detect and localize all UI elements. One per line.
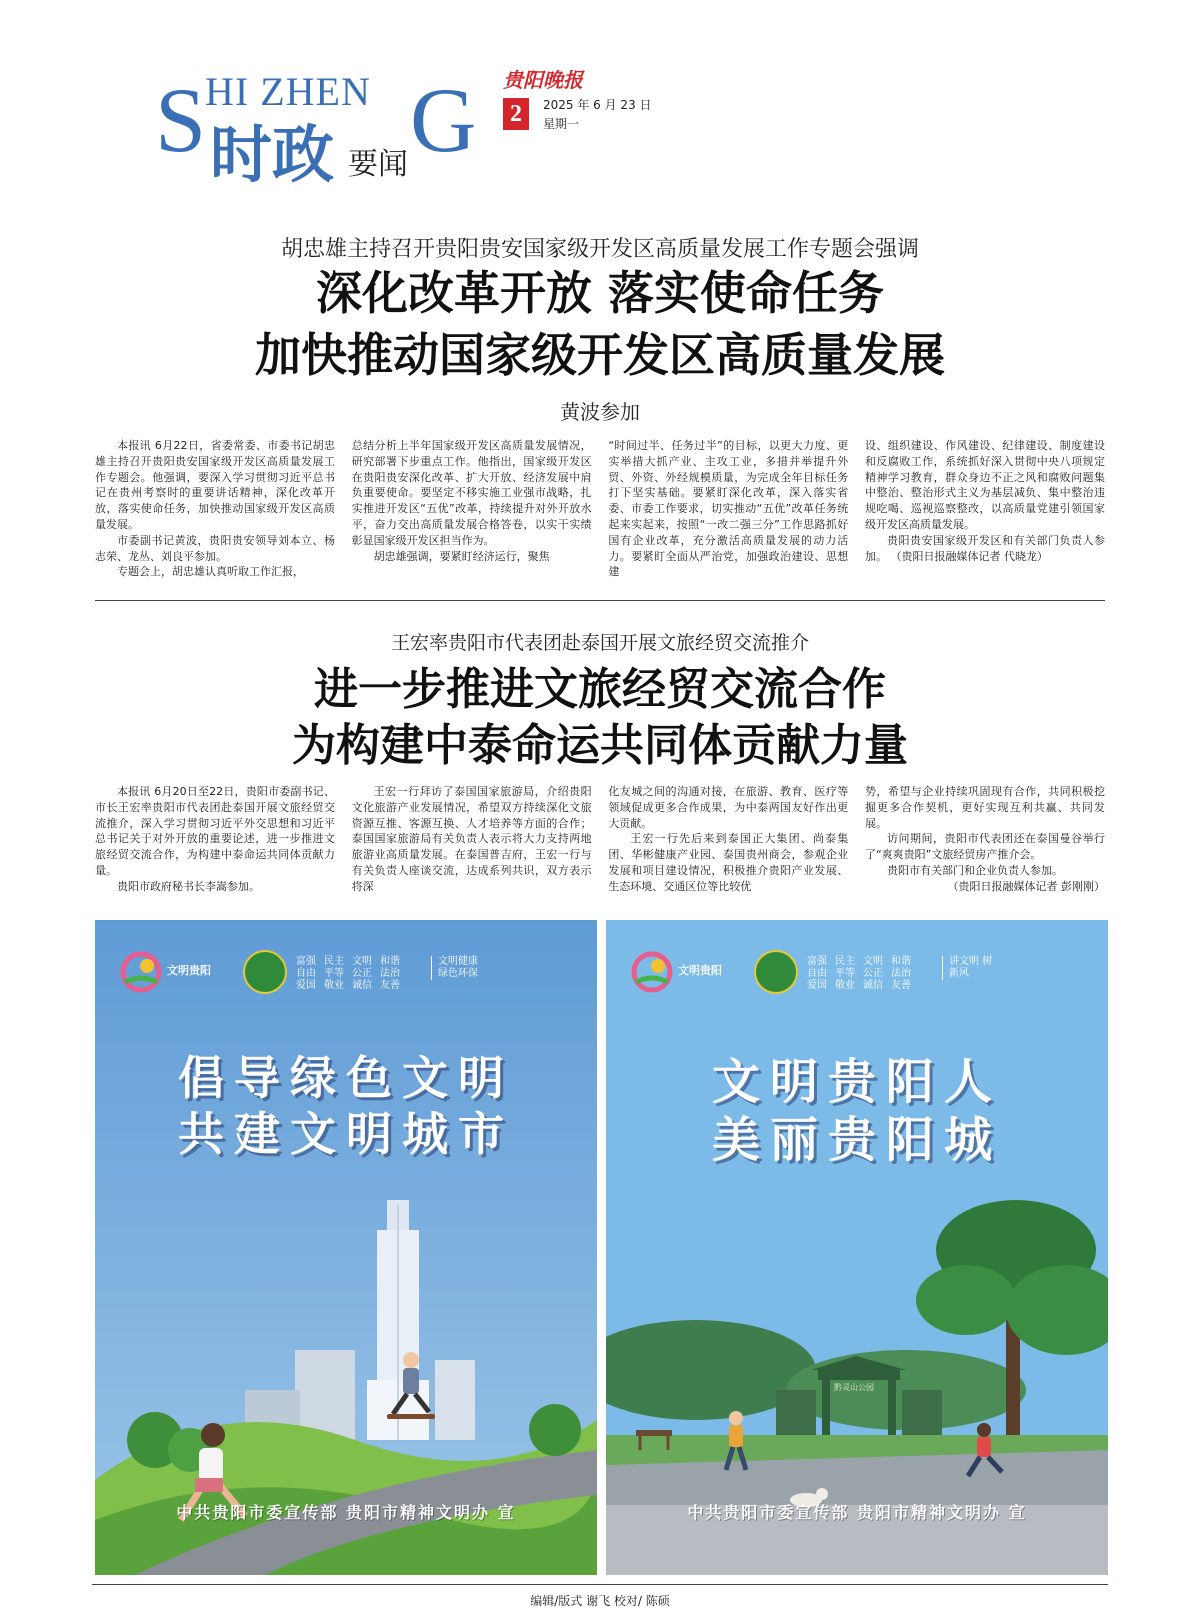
masthead-letter-g: G <box>410 69 477 171</box>
poster-title-line2: 共建文明城市 <box>178 1107 514 1161</box>
core-values <box>295 956 401 992</box>
article2-column-1 <box>95 784 335 906</box>
poster-green-civilization <box>95 920 597 1575</box>
editor-credits: 编辑/版式 谢飞 校对/ 陈硕 <box>530 1594 670 1608</box>
article2-paragraph: 化友城之间的沟通对接，在旅游、教育、医疗等领域促成更多合作成果，为中泰两国友好作出更大贡献。 <box>608 785 849 830</box>
poster-logo-text: 文明贵阳 <box>167 964 211 977</box>
article1-column-3 <box>608 438 848 588</box>
article2-headline-line1: 进一步推进文旅经贸交流合作 <box>314 664 886 715</box>
poster-issuer: 中共贵阳市委宣传部 贵阳市精神文明办 宣 <box>687 1503 1027 1522</box>
article1-paragraph: “时间过半、任务过半”的目标，以更大力度、更实举措大抓产业、主攻工业，多措并举提升外贸、外资、外经规模质量，为完成全年目标任务打下坚实基础。要紧盯深化改革，深入落实省委、市委工作要求，切实推动“五优”改革任务统起来实起来，按照“一改二强三分”工作思路抓好国有企业改革，充分激活高质量发展的动力活力。要紧盯全面从严治党，加强政治建设、思想建 <box>608 439 849 579</box>
article1-headline-line2: 加快推动国家级开发区高质量发展 <box>255 328 945 382</box>
core-value-group: 和谐 法治 友善 <box>891 956 911 991</box>
article1-paragraph: 本报讯 6月22日，省委常委、市委书记胡忠雄主持召开贵阳贵安国家级开发区高质量发展工作专题会。他强调，要深入学习贯彻习近平总书记在贵州考察时的重要讲话精神，深化改革开放，落实使命任务，加快推动国家级开发区高质量发展。 <box>95 439 335 531</box>
poster-title-line2: 美丽贵阳城 <box>711 1112 1002 1168</box>
article1-column-2 <box>352 438 592 588</box>
core-value-group: 和谐 法治 友善 <box>380 956 400 991</box>
article1-closing: 贵阳贵安国家级开发区和有关部门负责人参加。 <box>864 533 1105 563</box>
article2-paragraph: 势，希望与企业持续巩固现有合作，共同积极挖掘更多合作契机，更好实现互利共赢、共同发展。 <box>864 785 1105 830</box>
article2-paragraph: 王宏一行先后来到泰国正大集团、尚泰集团、华彬健康产业园、泰国贵州商会，参观企业发展和项目建设情况，积极推介贵阳产业发展、生态环境、交通区位等比较优 <box>608 832 849 893</box>
core-value-group: 富强 自由 爱国 <box>296 956 316 991</box>
article2-body <box>95 784 1105 906</box>
article2-column-2 <box>352 784 592 906</box>
paper-name-logo: 贵阳晚报 <box>503 68 583 92</box>
article1-column-1 <box>95 438 335 588</box>
party-emblem-icon <box>243 950 287 994</box>
issue-date <box>543 96 652 134</box>
page-number: 2 <box>503 98 529 130</box>
article1-column-4 <box>865 438 1105 588</box>
date-text: 2025 年 6 月 23 日 <box>543 98 652 112</box>
article2-credit: （贵阳日报融媒体记者 彭刚刚） <box>947 879 1105 893</box>
article2-paragraph: 贵阳市政府秘书长李嵩参加。 <box>117 879 260 893</box>
article1-byline: 黄波参加 <box>560 400 640 424</box>
poster-logo-text: 文明贵阳 <box>678 964 722 977</box>
article1-paragraph: 专题会上，胡忠雄认真听取工作汇报， <box>117 565 304 579</box>
article2-headline-line2: 为构建中泰命运共同体贡献力量 <box>292 720 908 771</box>
core-value-group: 富强 自由 爱国 <box>807 956 827 991</box>
article1-paragraph: 总结分析上半年国家级开发区高质量发展情况，研究部署下步重点工作。他指出，国家级开发区在贵阳贵安深化改革、扩大开放、经济发展中肩负重要使命。要坚定不移实施工业强市战略，扎实推进开发区“五优”改革，持续提升对外开放水平，奋力交出高质量发展合格答卷，以实干实绩彰显国家级开发区担当作为。 <box>351 439 592 547</box>
masthead-letter-s: S <box>155 69 207 171</box>
civilized-guiyang-logo-icon <box>117 948 165 996</box>
poster-slogan: 文明健康 绿色环保 <box>431 956 490 980</box>
core-value-group: 文明 公正 诚信 <box>863 956 883 991</box>
masthead-pinyin: HI ZHEN <box>205 69 371 114</box>
footer-divider <box>92 1584 1108 1585</box>
poster-title-line1: 倡导绿色文明 <box>178 1051 514 1105</box>
party-emblem-icon <box>754 950 798 994</box>
poster-issuer: 中共贵阳市委宣传部 贵阳市精神文明办 宣 <box>176 1503 516 1522</box>
article1-paragraph: 设、组织建设、作风建设、纪律建设、制度建设和反腐败工作，系统抓好深入贯彻中央八项规定精神学习教育，群众身边不正之风和腐败问题集中整治、整治形式主义为基层减负、集中整治违规吃喝、巡视巡察整改，以高质量党建引领国家级开发区高质量发展。 <box>864 439 1105 531</box>
poster-slogan: 讲文明 树新风 <box>942 956 993 980</box>
article1-paragraph <box>865 533 1105 565</box>
article2-column-4 <box>865 784 1105 906</box>
poster-title-line1: 文明贵阳人 <box>711 1054 1002 1110</box>
article2-paragraph: 访问期间，贵阳市代表团还在泰国曼谷举行了“爽爽贵阳”文旅经贸房产推介会。 <box>864 832 1105 862</box>
poster-civilized-guiyang <box>606 920 1108 1575</box>
weekday-text: 星期一 <box>543 117 580 131</box>
article2-paragraph: 贵阳市有关部门和企业负责人参加。 <box>886 863 1063 877</box>
core-value-group: 民主 平等 敬业 <box>835 956 855 991</box>
article1-kicker: 胡忠雄主持召开贵阳贵安国家级开发区高质量发展工作专题会强调 <box>280 237 919 262</box>
article1-credit: （贵阳日报融媒体记者 代晓龙） <box>890 549 1048 563</box>
article2-kicker: 王宏率贵阳市代表团赴泰国开展文旅经贸交流推介 <box>390 632 809 654</box>
article2-paragraph: 本报讯 6月20日至22日，贵阳市委副书记、市长王宏率贵阳市代表团赴泰国开展文旅经贸交流推介，深入学习贯彻习近平外交思想和习近平总书记关于对外开放的重要论述，进一步推进文旅经贸交流合作，为构建中泰命运共同体贡献力量。 <box>95 785 335 877</box>
section-divider <box>95 600 1105 601</box>
park-sign: 黔灵山公园 <box>834 1383 874 1392</box>
section-title: 时政 <box>210 118 335 191</box>
poster-illustration <box>95 920 597 1575</box>
core-values <box>806 956 912 992</box>
core-value-group: 文明 公正 诚信 <box>352 956 372 991</box>
article1-paragraph: 胡忠雄强调，要紧盯经济运行，聚焦 <box>373 549 550 563</box>
article1-body <box>95 438 1105 588</box>
poster-header <box>95 920 597 1010</box>
article2-paragraph: 王宏一行拜访了泰国国家旅游局，介绍贵阳文化旅游产业发展情况，希望双方持续深化文旅资源互推、客源互换、人才培养等方面的合作；泰国国家旅游局有关负责人表示将大力支持两地旅游业高质量发展。在泰国普吉府，王宏一行与有关负责人座谈交流，达成系列共识，双方表示将深 <box>351 785 592 893</box>
poster-header <box>606 920 1108 1010</box>
poster-illustration <box>606 920 1108 1575</box>
article2-column-3 <box>608 784 848 906</box>
subsection-title: 要闻 <box>348 147 408 182</box>
civilized-guiyang-logo-icon <box>628 948 676 996</box>
article1-paragraph: 市委副书记黄波，贵阳贵安领导刘本立、杨志荣、龙丛、刘良平参加。 <box>95 533 335 563</box>
core-value-group: 民主 平等 敬业 <box>324 956 344 991</box>
article1-headline-line1: 深化改革开放 落实使命任务 <box>315 266 884 320</box>
